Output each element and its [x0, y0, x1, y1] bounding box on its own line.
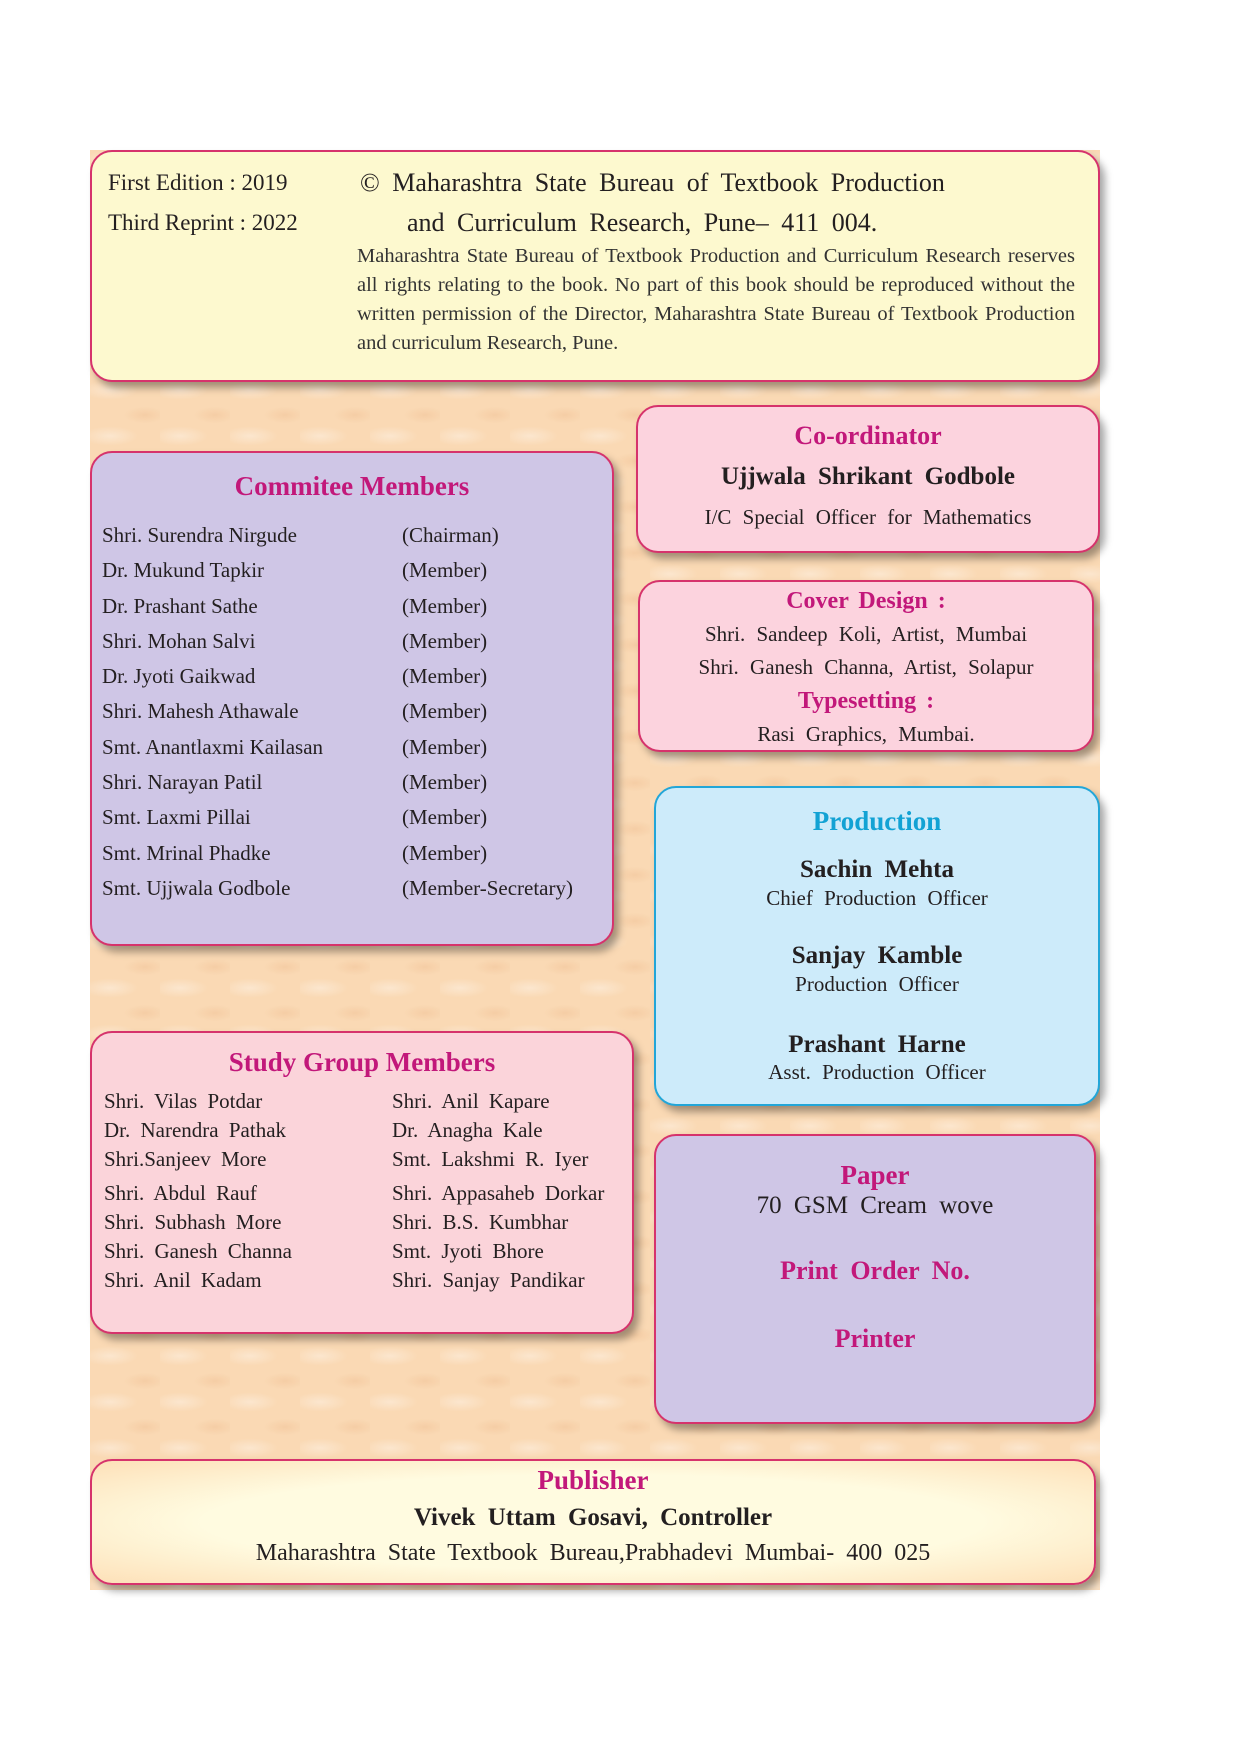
committee-member-name: Dr. Prashant Sathe: [102, 593, 258, 618]
study-group-member: Shri. Sanjay Pandikar: [392, 1268, 585, 1292]
committee-member-role: (Member): [402, 840, 488, 865]
typesetting-title: Typesetting :: [797, 688, 935, 714]
publisher-box: [90, 1459, 1096, 1585]
study-group-member: Shri.Sanjeev More: [104, 1147, 267, 1171]
committee-row: [102, 735, 602, 770]
coordinator-name: Ujjwala Shrikant Godbole: [721, 463, 1015, 490]
copyright-line-1: © Maharashtra State Bureau of Textbook Production: [360, 168, 945, 197]
committee-member-name: Shri. Mahesh Athawale: [102, 699, 299, 724]
study-group-member: Shri. Anil Kapare: [392, 1089, 550, 1113]
committee-member-role: (Member): [402, 805, 488, 830]
committee-member-name: Smt. Anantlaxmi Kailasan: [102, 734, 324, 759]
committee-member-role: (Member): [402, 699, 488, 724]
rights-statement: Maharashtra State Bureau of Textbook Production and Curriculum Research reserves all rights relating to the book. No part of this book should be reproduced without the written permission of the Director, Maharashtra State Bureau of Textbook Production and curriculum Research, Pune.: [357, 245, 1075, 354]
committee-row: [102, 664, 602, 699]
committee-row: [102, 629, 602, 664]
study-group-member: Smt. Lakshmi R. Iyer: [392, 1147, 589, 1171]
publisher-address: Maharashtra State Textbook Bureau,Prabhadevi Mumbai- 400 025: [255, 1540, 931, 1566]
committee-member-role: (Member): [402, 558, 488, 583]
study-group-member: Shri. Appasaheb Dorkar: [392, 1181, 605, 1205]
paper-box: [654, 1134, 1096, 1424]
committee-member-name: Dr. Jyoti Gaikwad: [102, 664, 256, 689]
production-name-1: Sachin Mehta: [800, 856, 954, 883]
committee-member-role: (Member): [402, 734, 488, 759]
committee-title: Commitee Members: [234, 471, 470, 501]
cover-design-box: [638, 580, 1094, 752]
committee-member-name: Shri. Mohan Salvi: [102, 628, 256, 653]
committee-list: [102, 523, 602, 911]
committee-member-role: (Member): [402, 664, 488, 689]
committee-member-name: Smt. Laxmi Pillai: [102, 805, 251, 830]
committee-row: [102, 594, 602, 629]
committee-member-role: (Member): [402, 770, 488, 795]
committee-member-role: (Member): [402, 628, 488, 653]
edition-first: First Edition : 2019: [108, 170, 288, 195]
committee-row: [102, 841, 602, 876]
production-title: Production: [812, 806, 942, 836]
copyright-line-2: and Curriculum Research, Pune– 411 004.: [407, 208, 878, 237]
committee-member-role: (Member): [402, 593, 488, 618]
production-role-2: Production Officer: [795, 972, 959, 996]
study-group-member: Shri. Vilas Potdar: [104, 1089, 263, 1113]
study-group-member: Smt. Jyoti Bhore: [392, 1239, 544, 1263]
publisher-title: Publisher: [537, 1465, 649, 1495]
committee-row: [102, 699, 602, 734]
committee-member-name: Dr. Mukund Tapkir: [102, 558, 265, 583]
coordinator-designation: I/C Special Officer for Mathematics: [704, 505, 1032, 529]
committee-member-role: (Member-Secretary): [402, 875, 573, 900]
committee-member-name: Smt. Ujjwala Godbole: [102, 875, 291, 900]
cover-design-title: Cover Design :: [786, 588, 946, 614]
committee-member-name: Shri. Narayan Patil: [102, 770, 263, 795]
study-group-member: Shri. Anil Kadam: [104, 1268, 262, 1292]
coordinator-box: [636, 405, 1100, 553]
study-group-member: Dr. Narendra Pathak: [104, 1118, 287, 1142]
production-role-3: Asst. Production Officer: [768, 1060, 986, 1084]
production-role-1: Chief Production Officer: [766, 886, 988, 910]
printer-title: Printer: [834, 1324, 916, 1353]
cover-designer-2: Shri. Ganesh Channa, Artist, Solapur: [698, 655, 1034, 679]
committee-row: [102, 558, 602, 593]
study-group-member: Dr. Anagha Kale: [392, 1118, 543, 1142]
cover-designer-1: Shri. Sandeep Koli, Artist, Mumbai: [704, 622, 1028, 646]
committee-member-name: Smt. Mrinal Phadke: [102, 840, 271, 865]
paper-value: 70 GSM Cream wove: [756, 1192, 994, 1219]
study-group-member: Shri. Ganesh Channa: [104, 1239, 292, 1263]
print-order-title: Print Order No.: [780, 1256, 970, 1285]
study-group-title: Study Group Members: [228, 1047, 496, 1077]
edition-reprint: Third Reprint : 2022: [108, 210, 298, 235]
committee-member-role: (Chairman): [402, 523, 499, 547]
paper-title: Paper: [840, 1160, 910, 1190]
production-name-3: Prashant Harne: [788, 1031, 966, 1058]
committee-member-name: Shri. Surendra Nirgude: [102, 523, 297, 547]
copyright-box: [90, 150, 1100, 382]
production-box: [654, 786, 1100, 1106]
study-group-member: Shri. Abdul Rauf: [104, 1181, 257, 1205]
committee-box: [90, 451, 614, 946]
committee-row: [102, 770, 602, 805]
typesetting-value: Rasi Graphics, Mumbai.: [757, 722, 975, 746]
publisher-name: Vivek Uttam Gosavi, Controller: [413, 1504, 773, 1531]
committee-row: [102, 876, 602, 911]
coordinator-title: Co-ordinator: [794, 421, 942, 450]
committee-row: [102, 805, 602, 840]
production-name-2: Sanjay Kamble: [791, 942, 963, 969]
study-group-member: Shri. B.S. Kumbhar: [392, 1210, 569, 1234]
committee-row: [102, 523, 602, 558]
study-group-member: Shri. Subhash More: [104, 1210, 282, 1234]
study-group-box: [90, 1031, 634, 1334]
